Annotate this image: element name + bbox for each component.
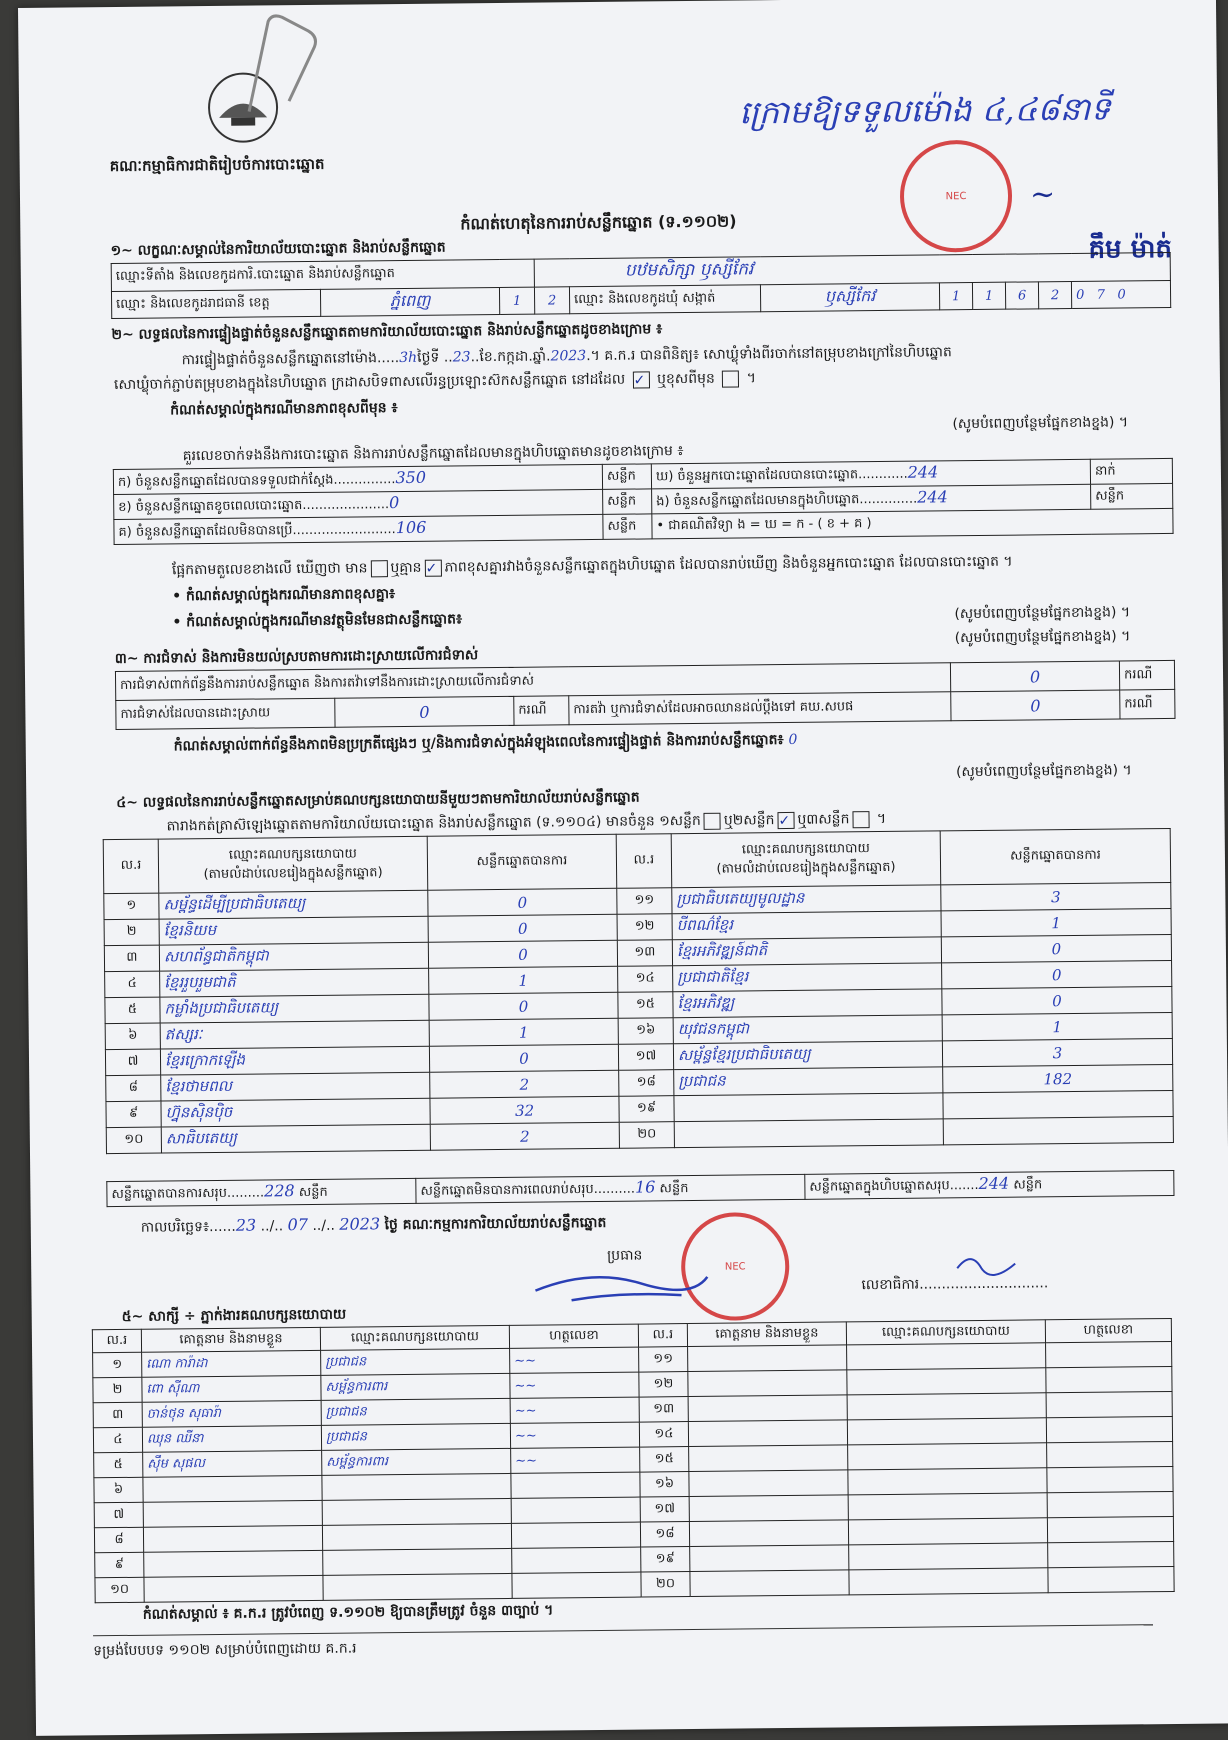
secretary-signature — [951, 1248, 1021, 1285]
party-no: ១១ — [617, 888, 672, 915]
witness-no: ១២ — [639, 1372, 688, 1398]
witness-no: ១៧ — [640, 1497, 689, 1523]
party-votes — [943, 1090, 1173, 1118]
witness-no: ១៦ — [640, 1472, 689, 1498]
witness-signature — [512, 1572, 641, 1598]
witness-no: ២ — [93, 1377, 142, 1403]
witness-no: ៧ — [94, 1502, 143, 1528]
witness-signature — [511, 1472, 640, 1498]
party-no: ១៣ — [617, 940, 672, 967]
party-votes: 2 — [430, 1122, 619, 1150]
fill-note-3: (សូមបំពេញបន្ថែមផ្នែកខាងខ្នង) ។ — [954, 628, 1131, 647]
commune-label: ឈ្មោះ និងលេខកូដឃុំ សង្កាត់ — [569, 285, 760, 314]
witness-no: ១៩ — [641, 1547, 690, 1573]
witness-no: ៣ — [93, 1402, 142, 1428]
footer-note: កំណត់សម្គាល់ ៖ គ.ក.រ ត្រូវបំពេញ ទ.១១០២ ឱ្យបានត្រឹមត្រូវ ចំនួន ៣ច្បាប់ ។ — [142, 1602, 554, 1623]
party-name: ខ្មែរអភិវឌ្ឍ — [673, 989, 942, 1018]
objection-label: ការជំទាស់ពាក់ព័ន្ធនឹងការរាប់សន្លឹកឆ្នោត និងការតវ៉ាទៅនឹងការដោះស្រាយលើការជំទាស់ — [115, 663, 950, 701]
party-no: ៣ — [104, 945, 159, 972]
witness-signature: ~~ — [510, 1422, 639, 1448]
party-no: ១០ — [106, 1127, 161, 1154]
section2-heading: ២~ លទ្ធផលនៃការផ្ទៀងផ្ទាត់ចំនួនសន្លឹកឆ្នោតតាមការិយាល័យបោះឆ្នោត និងរាប់សន្លឹកឆ្នោតដូចខាងក្រោម ៖ — [111, 321, 663, 344]
witness-signature — [1047, 1516, 1173, 1542]
witness-party: ប្រជាជន — [321, 1348, 510, 1375]
party-no: ១៥ — [618, 992, 673, 1019]
witness-no: ៩ — [95, 1552, 144, 1578]
witness-name — [690, 1570, 849, 1597]
witness-no: ៥ — [94, 1452, 143, 1478]
party-no: ៧ — [105, 1049, 160, 1076]
party-name: សហព័ន្ធជាតិកម្ពុជា — [159, 942, 428, 971]
witness-name — [688, 1395, 847, 1422]
party-name: សាធិបតេយ្យ — [161, 1124, 430, 1153]
party-name: ខ្មែរអភិវឌ្ឍន៍ជាតិ — [672, 937, 941, 966]
footer-divider — [93, 1624, 1153, 1636]
witness-no: ១៨ — [640, 1522, 689, 1548]
form-code: ទម្រង់បែបបទ ១១០២ សម្រាប់បំពេញដោយ គ.ក.រ — [93, 1640, 357, 1660]
commune-value: ឫស្សីកែវ — [760, 283, 939, 312]
party-no: ១៩ — [619, 1096, 674, 1123]
section1-heading: ១~ លក្ខណៈសម្គាល់នៃការិយាល័យបោះឆ្នោត និងរាប់សន្លឹកឆ្នោត — [110, 239, 446, 260]
witness-signature — [1046, 1366, 1172, 1392]
no-diff-checkbox[interactable]: ✓ — [424, 559, 441, 576]
bullet-object-note: • កំណត់សម្គាល់ក្នុងករណីមានវត្ថុមិនមែនជាសន្លឹកឆ្នោត៖ — [172, 611, 463, 631]
three-sheet-checkbox[interactable] — [852, 811, 869, 828]
party-votes: 3 — [942, 1038, 1172, 1066]
witness-signature: ~~ — [510, 1397, 639, 1423]
party-votes: 2 — [430, 1070, 619, 1098]
party-votes: 3 — [941, 882, 1171, 910]
party-no: ៥ — [105, 997, 160, 1024]
witness-name: ពោ ស៊ីណា — [142, 1375, 321, 1402]
witness-signature: ~~ — [511, 1447, 640, 1473]
witness-party — [849, 1543, 1048, 1570]
witness-name — [688, 1345, 847, 1372]
party-name: យុវជនកម្ពុជា — [673, 1015, 942, 1044]
witness-no: ១០ — [95, 1577, 144, 1603]
witness-signature — [512, 1547, 641, 1573]
party-name: ប្រជាជន — [674, 1067, 943, 1096]
party-name: ខ្មែរថាមពល — [161, 1072, 430, 1101]
witness-signature — [1046, 1391, 1172, 1417]
party-name: ខ្មែររួបរួមជាតិ — [160, 968, 429, 997]
difference-line: ផ្អែកតាមតួលេខខាងលើ ឃើញថា មាន ឬគ្មាន ✓ ភាពខុសគ្នារវាងចំនួនសន្លឹកឆ្នោតក្នុងហិបឆ្នោត ដែលបានរាប់ឃើញ និងចំនួនអ្នកបោះឆ្នោត ដែលបានបោះឆ្នោត ។ — [171, 553, 1013, 579]
witness-name — [144, 1550, 323, 1577]
same-checkbox[interactable]: ✓ — [633, 371, 650, 388]
bullet-diff-note: • កំណត់សម្គាល់ក្នុងករណីមានភាពខុសគ្នា៖ — [172, 586, 396, 605]
section3-heading: ៣~ ការជំទាស់ និងការមិនយល់ស្របតាមការដោះស្រាយលើការជំទាស់ — [114, 647, 479, 668]
witness-name — [143, 1475, 322, 1502]
witness-signature — [1047, 1441, 1173, 1467]
count-intro: គួរលេខចាក់ទងនឹងការបោះឆ្នោត និងការរាប់សន្លឹកឆ្នោតដែលមានក្នុងហិបឆ្នោតមានដូចខាងក្រោម ៖ — [182, 443, 684, 465]
total-invalid: 16 — [634, 1177, 656, 1197]
witness-party — [848, 1518, 1047, 1545]
commune-code-b: 0 7 0 — [1071, 280, 1170, 308]
party-name — [674, 1093, 943, 1122]
party-name: ប្រជាជាតិខ្មែរ — [673, 963, 942, 992]
party-votes: 1 — [429, 966, 618, 994]
objection-table: ការជំទាស់ពាក់ព័ន្ធនឹងការរាប់សន្លឹកឆ្នោត និងការតវ៉ាទៅនឹងការដោះស្រាយលើការជំទាស់ 0 ករណី ការជំទាស់ដែលបានដោះស្រាយ 0 ករណី ការតវ៉ា ឬការជំទាស់ដែលអាចឈានដល់ប្តឹងទៅ គឃ.សបផ 0 ករណី — [115, 660, 1176, 730]
one-sheet-checkbox[interactable] — [704, 812, 721, 829]
section1-table — [111, 252, 1172, 319]
party-name: សម្ព័ន្ធដើម្បីប្រជាធិបតេយ្យ — [159, 890, 428, 919]
party-votes: 0 — [429, 1044, 618, 1072]
resolved-value: 0 — [335, 696, 514, 727]
results-table: ល.រ ឈ្មោះគណបក្សនយោបាយ (តាមលំដាប់លេខរៀងក្នុងសន្លឹកឆ្នោត) សន្លឹកឆ្នោតបានការ ល.រ ឈ្មោះគណបក្សនយោបាយ (តាមលំដាប់លេខរៀងក្នុងសន្លឹកឆ្នោត) សន្លឹកឆ្នោតបានការ ១ សម្ព័ន្ធដើម្បីប្រជាធិបតេយ្យ 0 ១១ ប្រជាធិបតេយ្យមូលដ្ឋាន 3 ២ ខ្មែរនិយម 0 ១២ បីពណ៌ខ្មែរ 1 ៣ សហព័ន្ធជាតិកម្ពុជា 0 ១៣ ខ្មែរអភិវឌ្ឍន៍ជាតិ 0 ៤ ខ្មែររួបរួមជាតិ 1 ១៤ ប្រជាជាតិខ្មែរ 0 ៥ កម្លាំងប្រជាធិបតេយ្យ 0 ១៥ ខ្មែរអភិវឌ្ឍ 0 ៦ ឥស្សរៈ 1 ១៦ យុវជនកម្ពុជា 1 ៧ ខ្មែរក្រោកឡើង 0 ១៧ សម្ព័ន្ធខ្មែរប្រជាធិបតេយ្យ 3 ៨ ខ្មែរថាមពល 2 ១៨ ប្រជាជន 182 ៩ ហ្វ៊ុនស៊ិនប៉ិច 32 ១៩ ១០ សាធិបតេយ្យ 2 ២០ — [103, 828, 1174, 1154]
party-no: ១ — [104, 893, 159, 920]
party-no: ៩ — [106, 1101, 161, 1128]
party-name: កម្លាំងប្រជាធិបតេយ្យ — [160, 994, 429, 1023]
section4-heading: ៤~ លទ្ធផលនៃការរាប់សន្លឹកឆ្នោតសម្រាប់គណបក្សនយោបាយនីមួយៗតាមការិយាល័យរាប់សន្លឹកឆ្នោត — [116, 789, 640, 812]
chair-label: ប្រធាន — [607, 1247, 643, 1264]
party-name: ប្រជាធិបតេយ្យមូលដ្ឋាន — [672, 885, 941, 914]
commune-code-1: 1 — [939, 283, 972, 310]
formula: • ជាគណិតវិទ្យា ង = ឃ = ក - ( ខ + គ ) — [652, 508, 1173, 538]
check-time-line: ការផ្ទៀងផ្ទាត់ចំនួនសន្លឹកឆ្នោតនៅម៉ោង.....3hថ្ងៃទី ..23..ខែ.កក្កដា.ឆ្នាំ.2023.។ គ.ក.រ បានពិនិត្យ៖ សោឃ្លុំទាំងពីរចាក់នៅតម្រុបខាងក្រៅនៃហិបឆ្នោត — [181, 344, 952, 369]
objection-value: 0 — [950, 661, 1119, 692]
witness-signature — [1047, 1491, 1173, 1517]
witness-name — [143, 1525, 322, 1552]
province-code-1: 1 — [499, 287, 534, 314]
witness-signature — [511, 1522, 640, 1548]
witness-name — [688, 1420, 847, 1447]
province-value: ភ្នំពេញ — [320, 287, 499, 316]
witness-party — [322, 1523, 511, 1550]
chair-signature — [531, 1263, 711, 1305]
party-votes: 1 — [942, 1012, 1172, 1040]
party-votes: 182 — [943, 1064, 1173, 1092]
signature-top: ~ — [1029, 177, 1056, 213]
party-no: ២០ — [619, 1122, 674, 1149]
totals-row: សន្លឹកឆ្នោតបានការសរុប.........228 សន្លឹក សន្លឹកឆ្នោតមិនបានការពេលរាប់សរុប..........16 សន្លឹក សន្លឹកឆ្នោតក្នុងហិបឆ្នោតសរុប.......244 សន្លឹក — [106, 1170, 1174, 1207]
witness-name: ចាន់ថុន សុធារ៉ា — [142, 1400, 321, 1427]
document-page — [18, 0, 1228, 1736]
party-no: ៨ — [106, 1075, 161, 1102]
commune-code-2: 1 — [972, 282, 1005, 309]
org-name: គណៈកម្មាធិការជាតិរៀបចំការបោះឆ្នោត — [109, 154, 325, 176]
tally-sheet-line: តារាងកត់ត្រាស៊ឡេងឆ្នោតតាមការិយាល័យបោះឆ្នោត និងរាប់សន្លឹកឆ្នោត (ទ.១១០៤) មានចំនួន ១សន្លឹក ឬ២សន្លឹក ✓ ឬ៣សន្លឹក ។ — [166, 810, 887, 835]
party-votes: 0 — [429, 992, 618, 1020]
witness-party — [848, 1493, 1047, 1520]
resolved-label: ការជំទាស់ដែលបានដោះស្រាយ — [116, 698, 335, 729]
party-no: ១៨ — [619, 1070, 674, 1097]
witness-name: ណោ ការ៉ាដា — [142, 1350, 321, 1377]
witness-party — [847, 1418, 1046, 1445]
party-no: ១២ — [617, 914, 672, 941]
witness-party — [849, 1568, 1048, 1595]
site-value: បឋមសិក្សា ឫស្សីកែវ — [534, 252, 1170, 287]
witness-name: ស៊ឹម សុផល — [143, 1450, 322, 1477]
witness-name: ឈុន ឈីនា — [142, 1425, 321, 1452]
official-seal-bottom: NEC — [681, 1212, 790, 1321]
in-box-row: ង) ចំនួនសន្លឹកឆ្នោតដែលមានក្នុងហិបឆ្នោត..............244 — [652, 484, 1091, 514]
party-name: សម្ព័ន្ធខ្មែរប្រជាធិបតេយ្យ — [673, 1041, 942, 1070]
party-no: ២ — [104, 919, 159, 946]
witness-no: ៦ — [94, 1477, 143, 1503]
fill-note-4: (សូមបំពេញបន្ថែមផ្នែកខាងខ្នង) ។ — [955, 762, 1132, 781]
party-votes: 0 — [941, 934, 1171, 962]
witness-no: ២០ — [641, 1572, 690, 1598]
total-in-box: 244 — [978, 1173, 1010, 1194]
signer-name: គឹម ម៉ាត់ — [1088, 233, 1173, 265]
party-votes: 32 — [430, 1096, 619, 1124]
handwritten-receipt-note: ក្រោមឱ្យទទួលម៉ោង ៤,៤៨នាទី — [738, 89, 1111, 132]
witness-name — [689, 1445, 848, 1472]
party-name: ខ្មែរនិយម — [159, 916, 428, 945]
party-votes: 1 — [429, 1018, 618, 1046]
witness-name — [688, 1370, 847, 1397]
paper-clip-icon — [238, 11, 329, 122]
witness-party — [323, 1548, 512, 1575]
witness-signature — [511, 1497, 640, 1523]
witness-party — [848, 1468, 1047, 1495]
party-votes: 0 — [428, 914, 617, 942]
province-code-2: 2 — [534, 287, 569, 314]
received-row: ក) ចំនួនសន្លឹកឆ្នោតដែលបានទទួលជាក់ស្តែង...............350 — [113, 464, 602, 494]
witness-no: ១៣ — [639, 1397, 688, 1423]
party-votes: 0 — [428, 940, 617, 968]
two-sheet-checkbox[interactable]: ✓ — [777, 811, 794, 828]
witness-signature — [1048, 1566, 1174, 1592]
witness-party — [322, 1473, 511, 1500]
has-diff-checkbox[interactable] — [370, 560, 387, 577]
witness-name — [144, 1575, 323, 1602]
witness-no: ១ — [93, 1352, 142, 1378]
party-name: ឥស្សរៈ — [160, 1020, 429, 1049]
witness-party: ប្រជាជន — [321, 1398, 510, 1425]
commune-code-3: 6 — [1005, 282, 1038, 309]
party-no: ៦ — [105, 1023, 160, 1050]
site-label: ឈ្មោះទីតាំង និងលេខកូដការិ.បោះឆ្នោត និងរាប់សន្លឹកឆ្នោត — [111, 259, 534, 291]
party-no: ១៧ — [618, 1044, 673, 1071]
witness-signature: ~~ — [510, 1347, 639, 1373]
witness-signature — [1048, 1541, 1174, 1567]
witness-party: សម្ព័ន្ធការពារ — [321, 1373, 510, 1400]
witness-party: សម្ព័ន្ធការពារ — [322, 1448, 511, 1475]
fill-note-1: (សូមបំពេញបន្ថែមផ្នែកខាងខ្នង) ។ — [952, 414, 1129, 433]
party-name: បីពណ៌ខ្មែរ — [672, 911, 941, 940]
party-name: ហ្វ៊ុនស៊ិនប៉ិច — [161, 1098, 430, 1127]
party-votes: 1 — [941, 908, 1171, 936]
witness-no: ៨ — [94, 1527, 143, 1553]
irregularity-note: កំណត់សម្គាល់ពាក់ព័ន្ធនឹងភាពមិនប្រក្រតីផ្សេងៗ ឬ/និងការជំទាស់ក្នុងអំឡុងពេលនៃការផ្ទៀងផ្ទាត់ និងការរាប់សន្លឹកឆ្នោត៖ 0 — [173, 731, 798, 755]
party-votes: 0 — [428, 888, 617, 916]
witness-signature — [1046, 1341, 1172, 1367]
witness-no: ១១ — [639, 1347, 688, 1373]
party-name — [674, 1119, 943, 1148]
fill-note-2: (សូមបំពេញបន្ថែមផ្នែកខាងខ្នង) ។ — [954, 604, 1131, 623]
spoiled-row: ខ) ចំនួនសន្លឹកឆ្នោតខូចពេលបោះឆ្នោត.....................0 — [114, 489, 603, 519]
witness-party — [847, 1368, 1046, 1395]
witness-no: ៤ — [93, 1427, 142, 1453]
diff-note-label: កំណត់សម្គាល់ក្នុងករណីមានភាពខុសពីមុន ៖ — [170, 400, 398, 419]
witness-party — [847, 1343, 1046, 1370]
party-no: ៤ — [105, 971, 160, 998]
witness-no: ១៤ — [639, 1422, 688, 1448]
date-line: កាលបរិច្ឆេទ៖......23 ../.. 07 ../.. 2023 ថ្ងៃ គណៈកម្មការការិយាល័យរាប់សន្លឹកឆ្នោត — [140, 1214, 607, 1236]
seal-check-line: សោឃ្លុំចាក់ភ្ជាប់តម្រុបខាងក្នុងនៃហិបឆ្នោត ក្រដាសបិទពាសលើរន្ធប្រឡោះស៊កសន្លឹកឆ្នោត នៅដដែល ✓ ឬខុសពីមុន ។ — [113, 370, 757, 394]
witness-party — [322, 1498, 511, 1525]
party-votes: 0 — [942, 986, 1172, 1014]
witness-name — [143, 1500, 322, 1527]
count-table: ក) ចំនួនសន្លឹកឆ្នោតដែលបានទទួលជាក់ស្តែង...............350 សន្លឹក ឃ) ចំនួនអ្នកបោះឆ្នោតដែលបានបោះឆ្នោត............244 នាក់ ខ) ចំនួនសន្លឹកឆ្នោតខូចពេលបោះឆ្នោត.....................0 សន្លឹក ង) ចំនួនសន្លឹកឆ្នោតដែលមានក្នុងហិបឆ្នោត..............244 សន្លឹក គ) ចំនួនសន្លឹកឆ្នោតដែលមិនបានប្រើ.........................106 សន្លឹក • ជាគណិតវិទ្យា ង = ឃ = ក - ( ខ + គ ) — [113, 458, 1174, 545]
appeal-value: 0 — [951, 690, 1120, 721]
witness-name — [690, 1545, 849, 1572]
party-no: ១៦ — [618, 1018, 673, 1045]
section5-heading: ៥~ សាក្សី ÷ ភ្នាក់ងារគណបក្សនយោបាយ — [121, 1306, 347, 1325]
document-title: កំណត់ហេតុនៃការរាប់សន្លឹកឆ្នោត (ទ.១១០២) — [460, 211, 737, 234]
commune-code-4: 2 — [1038, 281, 1071, 308]
unused-row: គ) ចំនួនសន្លឹកឆ្នោតដែលមិនបានប្រើ.........................106 — [114, 514, 603, 544]
witness-signature — [1046, 1416, 1172, 1442]
witness-name — [689, 1470, 848, 1497]
voters-row: ឃ) ចំនួនអ្នកបោះឆ្នោតដែលបានបោះឆ្នោត............244 — [651, 459, 1090, 489]
witness-name — [689, 1495, 848, 1522]
party-votes: 0 — [942, 960, 1172, 988]
party-no: ១៤ — [618, 966, 673, 993]
province-label: ឈ្មោះ និងលេខកូដរាជធានី ខេត្ត — [111, 289, 320, 318]
witness-party — [323, 1573, 512, 1600]
different-checkbox[interactable] — [722, 370, 739, 387]
witness-no: ១៥ — [640, 1447, 689, 1473]
witness-name — [689, 1520, 848, 1547]
witness-signature: ~~ — [510, 1372, 639, 1398]
witness-signature — [1047, 1466, 1173, 1492]
witness-party — [848, 1443, 1047, 1470]
witness-table: ល.រ គោត្តនាម និងនាមខ្លួន ឈ្មោះគណបក្សនយោបាយ ហត្ថលេខា ល.រ គោត្តនាម និងនាមខ្លួន ឈ្មោះគណបក្សនយោបាយ ហត្ថលេខា ១ ណោ ការ៉ាដា ប្រជាជន ~~ ១១ ២ ពោ ស៊ីណា សម្ព័ន្ធការពារ ~~ ១២ ៣ ចាន់ថុន សុធារ៉ា ប្រជាជន ~~ ១៣ ៤ ឈុន ឈីនា ប្រជាជន ~~ ១៤ ៥ ស៊ឹម សុផល សម្ព័ន្ធការពារ ~~ ១៥ ៦ ១៦ ៧ ១៧ ៨ ១៨ ៩ ១៩ ១០ ២០ — [92, 1318, 1175, 1603]
official-seal-top: NEC — [899, 140, 1012, 253]
appeal-label: ការតវ៉ា ឬការជំទាស់ដែលអាចឈានដល់ប្តឹងទៅ គឃ.សបផ — [569, 692, 951, 725]
party-votes — [943, 1116, 1173, 1144]
total-valid: 228 — [264, 1181, 295, 1201]
witness-party: ប្រជាជន — [321, 1423, 510, 1450]
witness-party — [847, 1393, 1046, 1420]
secretary-label: លេខាធិការ............................. — [861, 1275, 1049, 1294]
party-name: ខ្មែរក្រោកឡើង — [160, 1046, 429, 1075]
